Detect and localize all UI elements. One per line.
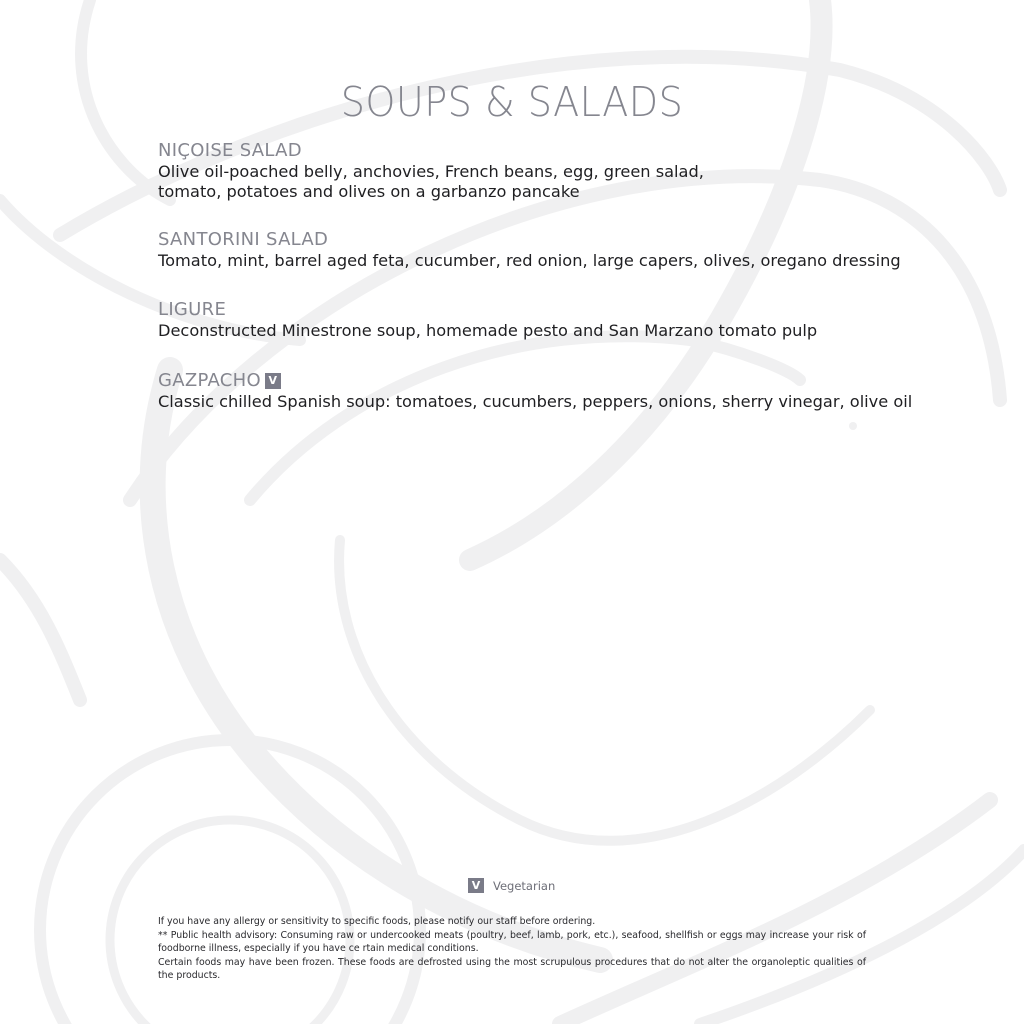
allergy-notice: If you have any allergy or sensitivity to specific foods, please notify our staff before ordering. <box>158 916 596 927</box>
menu-item-description <box>158 251 901 271</box>
description-line: Deconstructed Minestrone soup, homemade pesto and San Marzano tomato pulp <box>158 321 818 340</box>
vegetarian-legend <box>468 878 555 893</box>
legend-label: Vegetarian <box>493 878 556 893</box>
menu-item-name: NIÇOISE SALAD <box>158 140 302 161</box>
menu-item-description <box>158 321 817 341</box>
vegetarian-badge-icon: V <box>265 373 281 389</box>
menu-item <box>158 141 704 201</box>
description-line: Classic chilled Spanish soup: tomatoes, cucumbers, peppers, onions, sherry vinegar, olive oil <box>158 392 913 411</box>
frozen-foods-notice: Certain foods may have been frozen. These foods are defrosted using the most scrupulous procedures that do not alter the organoleptic qualities of the products. <box>158 956 866 982</box>
disclaimer <box>158 915 866 983</box>
menu-item <box>158 230 901 271</box>
health-advisory: ** Public health advisory: Consuming raw or undercooked meats (poultry, beef, lamb, pork, etc.), seafood, shellfish or eggs may increase your risk of foodborne illness, especially if you have ce rtain medical conditions. <box>158 929 866 955</box>
menu-item <box>158 371 912 412</box>
vegetarian-badge-icon: V <box>468 878 484 893</box>
page-title: SOUPS & SALADS <box>340 78 684 126</box>
description-line: Tomato, mint, barrel aged feta, cucumber, red onion, large capers, olives, oregano dressing <box>158 251 901 270</box>
menu-item-name: LIGURE <box>158 299 227 320</box>
menu-item-description <box>158 162 704 201</box>
menu-item-description <box>158 392 912 412</box>
menu-item-name: GAZPACHO <box>158 370 261 391</box>
menu-item <box>158 300 817 341</box>
menu-item-name: SANTORINI SALAD <box>158 229 329 250</box>
menu-item-name-row <box>158 371 912 391</box>
description-line: tomato, potatoes and olives on a garbanzo pancake <box>158 181 580 201</box>
description-line: Olive oil-poached belly, anchovies, French beans, egg, green salad, <box>158 162 704 181</box>
